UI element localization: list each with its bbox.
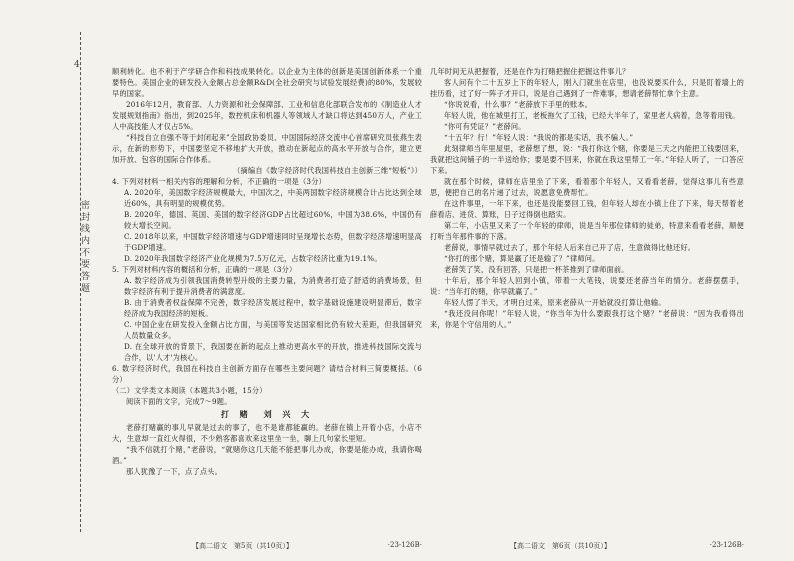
right-column	[430, 66, 744, 330]
footer-left	[112, 541, 422, 551]
question-option: D. 2020年我国数字经济产业化规模为7.5万亿元，占数字经济比重为19.1%。	[124, 254, 382, 263]
story-paragraph: 年轻人说，他在城里打工，老板拖欠了工钱，已经大半年了，家里老人病着，急等着用钱。	[444, 111, 740, 120]
question-option: B. 2020年，德国、英国、美国的数字经济GDP占比超过60%，中国为38.6%，中国仍有较大增长空间。	[124, 210, 422, 230]
exam-code: ·23-126B·	[709, 541, 744, 549]
story-paragraph: “你打的那个赌，算是赢了还是输了？”律师问。	[444, 254, 600, 263]
story-paragraph: 客人问有个二十五岁上下的年轻人，刚入门就坐在店里，也没说要买什么，只是盯着墙上的挂历看，过了好一阵子才开口，说是自己遇到了一件难事，想请老薛帮忙拿个主意。	[430, 78, 744, 98]
left-column	[112, 66, 422, 477]
exam-code: ·23-126B·	[387, 541, 422, 549]
story-paragraph: 在这件事里，一年下来，也还是没能要回工钱，但年轻人却在小镇上住了下来，每天帮着老薛看店、进货、算账，日子过得倒也踏实。	[430, 199, 744, 219]
binding-label: 密 封 线 内 不 要 答 题	[79, 200, 89, 293]
story-paragraph: 此刻律师当年里屋里，老薛想了想，说：“我打你这个赌，你要是三天之内能把工钱要回来，我就把这间铺子的一半送给你；要是要不回来，你就在我这里帮工一年。”年轻人听了，一口答应下来。	[430, 144, 744, 175]
passage-paragraph: “科技自立自强不等于封闭起来”全国政协委员、中国国际经济交流中心首席研究员张燕生表示，在新的形势下，中国要坚定不移地扩大开放，推动在新起点的高水平开放与合作，建立更加开放、包容的国际合作体系。	[112, 133, 422, 164]
story-paragraph: 老薛说，事情早就过去了，那个年轻人后来自己开了店，生意做得比他还好。	[444, 243, 696, 252]
section-heading: （二）文学类文本阅读（本题共3小题，15分）	[112, 386, 267, 395]
story-paragraph: 十年后，那个年轻人回到小镇，带着一大笔钱，说要还老薛当年的情分。老薛摆摆手，说：“当年打的赌，你早就赢了。”	[430, 276, 744, 296]
page-label: 【高二语文 第6页（共10页）】	[510, 542, 611, 550]
story-paragraph: “十五年？行！”年轻人说：“我说的都是实话，我不骗人。”	[444, 133, 634, 142]
story-paragraph: 那人犹豫了一下，点了点头。	[126, 467, 223, 476]
question-option: C. 2018年以来，中国数字经济增速与GDP增速同时呈现增长态势，但数字经济增速明显高于GDP增速。	[124, 232, 422, 252]
story-paragraph: 就在那个时候，律师在店里坐了下来，看着那个年轻人，又看看老薛，觉得这事儿有些意思，便把自己的名片递了过去，说愿意免费帮忙。	[430, 177, 744, 197]
story-paragraph: “我还没问你呢！”年轻人说，“你当年为什么要跟我打这个赌？”老薛说：“因为我看得出来，你是个守信用的人。”	[430, 309, 744, 329]
question-stem: 6. 数字经济时代，我国在科技自主创新方面存在哪些主要问题？请结合材料三简要概括。（6分）	[112, 364, 422, 384]
footer-right	[430, 541, 744, 551]
section-instruction: 阅读下面的文字，完成7～9题。	[126, 397, 232, 406]
side-number: 4	[74, 60, 80, 70]
story-paragraph: “你说说看，什么事？”老薛放下手里的账本。	[444, 100, 593, 109]
source-citation: （摘编自《数字经济时代我国科技自主创新三维“短板”》）	[233, 166, 422, 175]
story-paragraph: 老薛笑了笑，没有回答，只是把一杯茶推到了律师面前。	[444, 265, 629, 274]
story-title: 打 赌 刘 兴 大	[220, 409, 314, 419]
question-stem: 4. 下列对材料一相关内容的理解和分析，不正确的一项是（3分）	[112, 177, 326, 186]
question-option: B. 由于消费者权益保障不完善，数字经济发展过程中，数字基础设施建设明显滞后，数字经济成为我国经济的短板。	[124, 298, 422, 318]
question-option: A. 2020年，美国数字经济规模最大，中国次之，中美两国数字经济规模合计占比达到全球近60%，具有明显的规模优势。	[124, 188, 422, 208]
story-paragraph: 第二年，小店里又来了一个年轻的律师，说是当年那位律师的徒弟，特意来看看老薛，顺便打听当年那件事的下落。	[430, 221, 744, 241]
passage-paragraph: 顺利转化。也不利于产学研合作和科技成果转化。以企业为主体的创新是美国创新体系一个重要特色。美国企业的研发投入金额占总金额R&D(全社会研究与试验发展经费)的80%，发展较早的国家。	[112, 67, 422, 98]
question-option: D. 在全球开放的背景下，我国要在新的起点上推动更高水平的开放，推进科技国际交流与合作，以'人才'为核心。	[124, 342, 422, 362]
story-paragraph: 年轻人愣了半天，才明白过来，原来老薛从一开始就没打算让他输。	[444, 298, 666, 307]
story-paragraph: 老薛打赌赢的事儿早就是过去的事了，也不是谁都能赢的。老薛在镇上开着小店，小店不大，生意却一直红火得很，不少熟客都喜欢来这里坐一坐，聊上几句家长里短。	[112, 423, 422, 443]
question-stem: 5. 下列对材料内容的概括和分析，正确的一项是（3分）	[112, 265, 297, 274]
passage-paragraph: 2016年12月，教育部、人力资源和社会保障部、工业和信息化部联合发布的《制造业人才发展规划指南》指出，到2025年，数控机床和机器人等领域人才缺口将达到450万人，产业工人中高技能人才仅占5%。	[112, 100, 422, 131]
page-label: 【高二语文 第5页（共10页）】	[192, 542, 293, 550]
story-paragraph: “你可有凭证？”老薛问。	[444, 122, 526, 131]
question-option: C. 中国企业在研发投入金额占比方面，与美国等发达国家相比仍有较大差距，但我国研究人员数量众多。	[124, 320, 422, 340]
story-paragraph: “我不信就打个赌，”老薛说，“就赌你这几天能不能把事儿办成，你要是能办成，我请你喝酒。”	[112, 445, 422, 465]
story-paragraph: 几年时间无从把握着，还是在作为打赌把握住把握这件事儿？	[430, 67, 630, 76]
question-option: A. 数字经济成为引领我国消费转型升级的主要力量，为消费者打造了舒适的消费场景，但数字经济有利于提升消费者的满意度。	[124, 276, 422, 296]
